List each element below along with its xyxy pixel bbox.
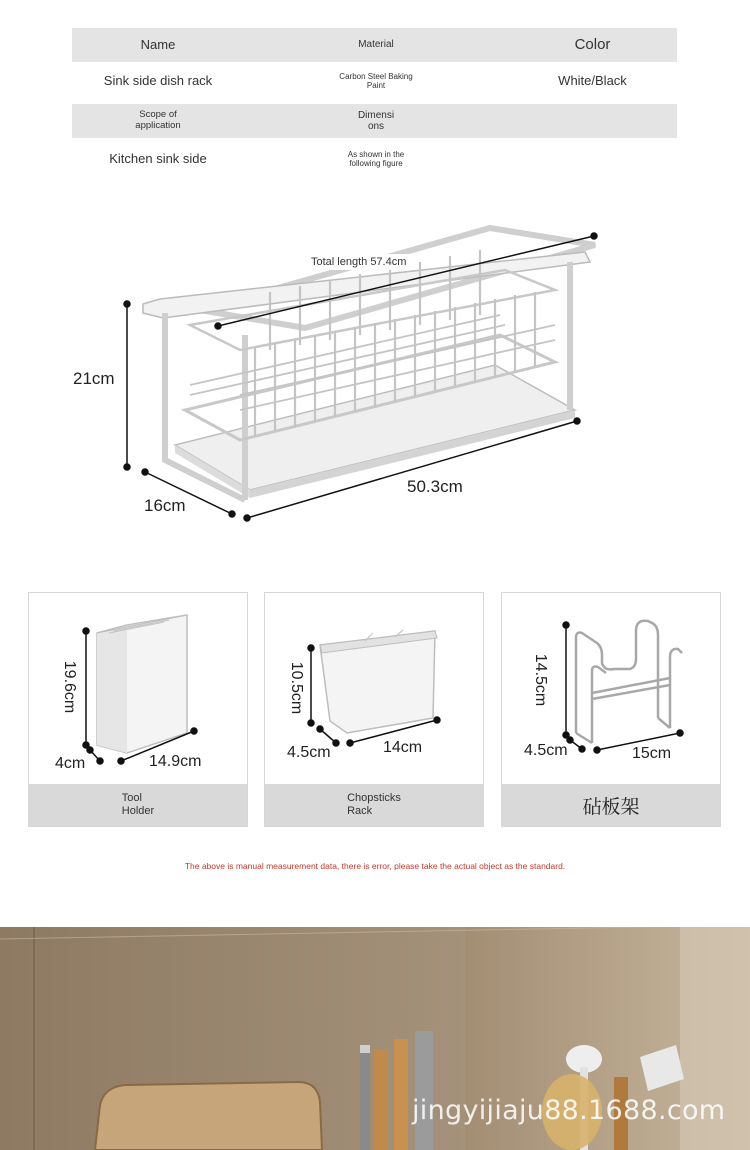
dimensions-value-line2: following figure bbox=[349, 159, 403, 168]
scope-label bbox=[72, 110, 244, 132]
spec-row-values-2 bbox=[72, 138, 677, 180]
chopsticks-rack-height: 10.5cm bbox=[288, 661, 306, 715]
cutting-board-rack-depth: 4.5cm bbox=[524, 742, 568, 759]
chopsticks-rack-caption-line2: Rack bbox=[347, 805, 373, 817]
total-length-label: Total length 57.4cm bbox=[307, 254, 410, 270]
watermark-text: jingyijiaju88.1688.com bbox=[412, 1095, 726, 1126]
dimensions-value bbox=[244, 150, 508, 168]
chopsticks-rack-caption-text bbox=[347, 792, 401, 817]
spec-row-header bbox=[72, 28, 677, 62]
card-tool-holder bbox=[28, 592, 248, 827]
dimensions-label-line2: ons bbox=[367, 121, 385, 132]
card-cutting-board-rack bbox=[501, 592, 721, 827]
chopsticks-rack-caption bbox=[265, 784, 483, 826]
material-value bbox=[244, 72, 508, 90]
cutting-board-rack-width: 15cm bbox=[632, 745, 672, 762]
name-label: Name bbox=[140, 36, 176, 52]
cutting-board-rack-height: 14.5cm bbox=[532, 653, 550, 707]
spec-row-values bbox=[72, 62, 677, 100]
depth-label: 16cm bbox=[144, 496, 186, 515]
tool-holder-caption-text bbox=[122, 792, 154, 817]
color-value: White/Black bbox=[558, 72, 627, 88]
dimensions-value-line1: As shown in the bbox=[347, 149, 405, 159]
scope-label-line2: application bbox=[135, 120, 181, 131]
tool-holder-depth: 4cm bbox=[55, 755, 86, 772]
chopsticks-rack-caption-line1: Chopsticks bbox=[347, 792, 401, 805]
disclaimer-text: The above is manual measurement data, there is error, please take the actual object as the standard. bbox=[184, 861, 566, 871]
tool-holder-height: 19.6cm bbox=[61, 660, 79, 714]
chopsticks-rack-depth: 4.5cm bbox=[287, 744, 331, 761]
rack-diagram bbox=[0, 200, 750, 530]
material-value-line1: Carbon Steel Baking bbox=[339, 71, 413, 81]
tool-holder-caption-line1: Tool bbox=[121, 792, 142, 805]
tool-holder-width: 14.9cm bbox=[149, 753, 202, 770]
name-value: Sink side dish rack bbox=[103, 72, 213, 88]
chopsticks-rack-width: 14cm bbox=[383, 739, 423, 756]
cutting-board-rack-caption-text: 砧板架 bbox=[582, 795, 640, 818]
dimensions-label-line1: Dimensi bbox=[357, 109, 395, 121]
card-chopsticks-rack bbox=[264, 592, 484, 827]
spec-row-header-2 bbox=[72, 104, 677, 138]
rack-illustration bbox=[0, 200, 750, 530]
cutting-board-rack-caption bbox=[502, 784, 720, 826]
material-value-line2: Paint bbox=[366, 81, 386, 90]
height-label: 21cm bbox=[73, 369, 115, 388]
material-label: Material bbox=[358, 39, 394, 51]
scope-label-line1: Scope of bbox=[139, 109, 177, 121]
tool-holder-caption bbox=[29, 784, 247, 826]
scope-value: Kitchen sink side bbox=[109, 150, 207, 166]
spec-table bbox=[72, 28, 677, 180]
tool-holder-caption-line2: Holder bbox=[121, 805, 155, 817]
length-label: 50.3cm bbox=[407, 477, 463, 496]
color-label: Color bbox=[574, 36, 611, 54]
dimensions-label bbox=[244, 110, 508, 133]
